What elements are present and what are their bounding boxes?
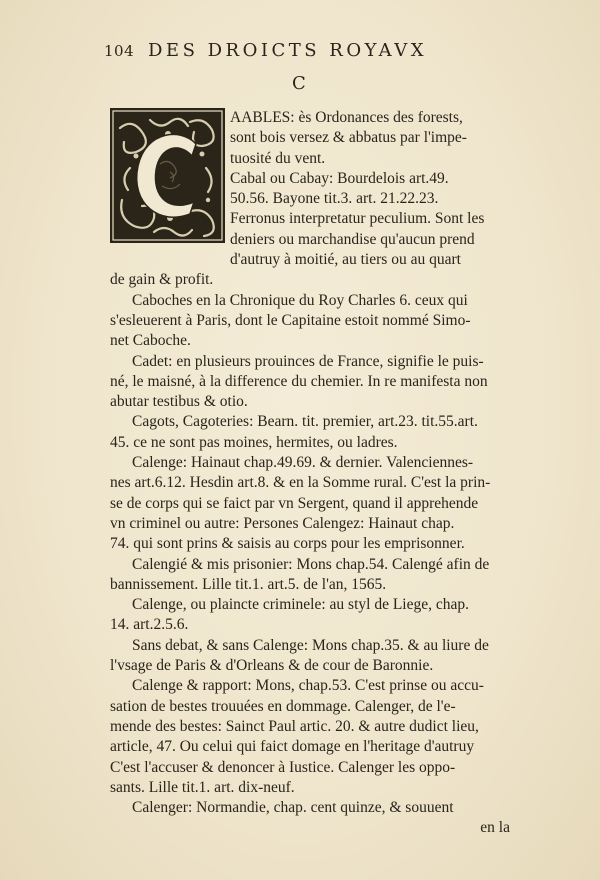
text-line: deniers ou marchandise qu'aucun prend bbox=[230, 230, 475, 248]
text-line: Calengié & mis prisonier: Mons chap.54. Calengé afin de bbox=[132, 555, 490, 573]
text-line: mende des bestes: Sainct Paul artic. 20. & autre dudict lieu, bbox=[110, 717, 479, 735]
text-line: en la bbox=[480, 819, 510, 837]
text-line: 50.56. Bayone tit.3. art. 21.22.23. bbox=[230, 190, 439, 208]
text-line: sont bois versez & abbatus par l'impe- bbox=[230, 129, 467, 147]
running-title: DES DROICTS ROYAVX bbox=[148, 40, 428, 61]
text-line: Calenge & rapport: Mons, chap.53. C'est prinse ou accu- bbox=[132, 677, 484, 695]
text-line: 14. art.2.5.6. bbox=[110, 616, 189, 634]
text-line: l'vsage de Paris & d'Orleans & de cour de Baronnie. bbox=[110, 657, 434, 675]
text-line: Calenge, ou plaincte criminele: au styl de Liege, chap. bbox=[132, 596, 469, 614]
text-line: tuosité du vent. bbox=[230, 149, 326, 167]
text-line: Cagots, Cagoteries: Bearn. tit. premier, art.23. tit.55.art. bbox=[132, 413, 478, 431]
running-header bbox=[104, 40, 524, 62]
text-line: né, le maisné, à la difference du chemier. In re manifesta non bbox=[110, 372, 488, 390]
text-line: Calenge: Hainaut chap.49.69. & dernier. Valenciennes- bbox=[132, 454, 474, 472]
text-line: Ferronus interpretatur peculium. Sont les bbox=[230, 210, 485, 228]
text-line: abutar testibus & otio. bbox=[110, 393, 248, 411]
text-line: Sans debat, & sans Calenge: Mons chap.35. & au liure de bbox=[132, 636, 489, 654]
text-line: AABLES: ès Ordonances des forests, bbox=[230, 109, 463, 126]
text-line: C'est l'accuser & denoncer à Iustice. Calenger les oppo- bbox=[110, 758, 456, 776]
text-line: d'autruy à moitié, au tiers ou au quart bbox=[230, 251, 461, 269]
page-number: 104 bbox=[104, 42, 135, 60]
text-line: bannissement. Lille tit.1. art.5. de l'an, 1565. bbox=[110, 575, 387, 593]
text-line: net Caboche. bbox=[110, 332, 191, 350]
text-line: Cadet: en plusieurs prouinces de France, signifie le puis- bbox=[132, 352, 484, 370]
text-line: sants. Lille tit.1. art. dix-neuf. bbox=[110, 778, 295, 796]
text-line: Calenger: Normandie, chap. cent quinze, & souuent bbox=[132, 799, 454, 817]
section-letter: C bbox=[292, 73, 306, 94]
body-text bbox=[110, 108, 510, 839]
text-line: 45. ce ne sont pas moines, hermites, ou ladres. bbox=[110, 433, 398, 451]
text-line: vn criminel ou autre: Persones Calengez: Hainaut chap. bbox=[110, 514, 455, 532]
text-line: article, 47. Ou celui qui faict domage en l'heritage d'autruy bbox=[110, 738, 475, 756]
text-line: Caboches en la Chronique du Roy Charles 6. ceux qui bbox=[132, 291, 468, 309]
text-line: de gain & profit. bbox=[110, 271, 214, 289]
text-line: sation de bestes trouuées en dommage. Calenger, de l'e- bbox=[110, 697, 456, 715]
text-line: s'esleuerent à Paris, dont le Capitaine estoit nommé Simo- bbox=[110, 311, 471, 329]
text-line: 74. qui sont prins & saisis au corps pour les emprisonner. bbox=[110, 535, 465, 553]
text-line: Cabal ou Cabay: Bourdelois art.49. bbox=[230, 169, 449, 187]
text-line: nes art.6.12. Hesdin art.8. & en la Somme rural. C'est la prin- bbox=[110, 474, 491, 492]
text-line: se de corps qui se faict par vn Sergent, quand il apprehende bbox=[110, 494, 479, 512]
